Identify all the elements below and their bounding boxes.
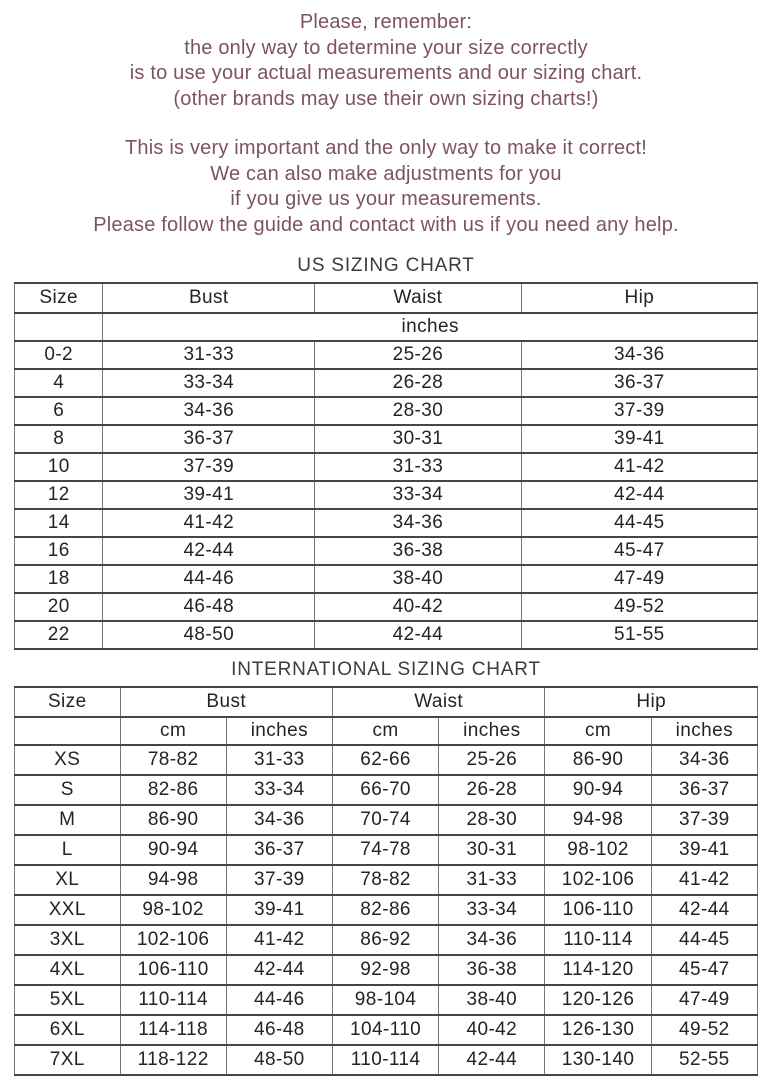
hip-inches-cell: 34-36 xyxy=(651,745,757,775)
size-cell: 22 xyxy=(15,621,103,649)
column-header-waist: Waist xyxy=(332,687,544,717)
intl-size-row xyxy=(15,1015,758,1045)
hip-inches-cell: 36-37 xyxy=(651,775,757,805)
size-cell: 16 xyxy=(15,537,103,565)
bust-cell: 44-46 xyxy=(103,565,315,593)
size-cell: 6XL xyxy=(15,1015,121,1045)
bust-cell: 48-50 xyxy=(103,621,315,649)
bust-cm-cell: 94-98 xyxy=(120,865,226,895)
intro-line: the only way to determine your size correctly xyxy=(184,36,588,59)
unit-label-cm: cm xyxy=(120,717,226,745)
hip-cell: 45-47 xyxy=(521,537,757,565)
hip-cm-cell: 102-106 xyxy=(545,865,651,895)
intl-size-row xyxy=(15,805,758,835)
size-cell: 7XL xyxy=(15,1045,121,1075)
intl-sizing-table xyxy=(14,686,758,1076)
intl-size-row xyxy=(15,865,758,895)
waist-cell: 30-31 xyxy=(315,425,522,453)
column-header-size: Size xyxy=(15,283,103,313)
us-size-row xyxy=(15,509,758,537)
intl-size-row xyxy=(15,895,758,925)
hip-cm-cell: 120-126 xyxy=(545,985,651,1015)
size-cell: 3XL xyxy=(15,925,121,955)
bust-cm-cell: 102-106 xyxy=(120,925,226,955)
waist-inches-cell: 28-30 xyxy=(439,805,545,835)
waist-cell: 34-36 xyxy=(315,509,522,537)
us-chart-title: US SIZING CHART xyxy=(297,255,475,276)
us-size-row xyxy=(15,621,758,649)
bust-cell: 34-36 xyxy=(103,397,315,425)
bust-inches-cell: 33-34 xyxy=(226,775,332,805)
waist-inches-cell: 38-40 xyxy=(439,985,545,1015)
hip-cm-cell: 130-140 xyxy=(545,1045,651,1075)
hip-cell: 37-39 xyxy=(521,397,757,425)
intl-chart-title: INTERNATIONAL SIZING CHART xyxy=(231,659,541,680)
intl-size-row xyxy=(15,955,758,985)
waist-cm-cell: 78-82 xyxy=(332,865,438,895)
hip-cm-cell: 106-110 xyxy=(545,895,651,925)
bust-cell: 33-34 xyxy=(103,369,315,397)
hip-cell: 47-49 xyxy=(521,565,757,593)
unit-label-inches: inches xyxy=(439,717,545,745)
size-cell: 12 xyxy=(15,481,103,509)
bust-inches-cell: 41-42 xyxy=(226,925,332,955)
us-size-row xyxy=(15,397,758,425)
waist-cm-cell: 92-98 xyxy=(332,955,438,985)
waist-cm-cell: 70-74 xyxy=(332,805,438,835)
waist-cell: 26-28 xyxy=(315,369,522,397)
waist-cm-cell: 62-66 xyxy=(332,745,438,775)
size-cell: 0-2 xyxy=(15,341,103,369)
column-header-bust: Bust xyxy=(120,687,332,717)
waist-cell: 25-26 xyxy=(315,341,522,369)
bust-inches-cell: 44-46 xyxy=(226,985,332,1015)
intro-line: if you give us your measurements. xyxy=(230,188,542,210)
bust-inches-cell: 36-37 xyxy=(226,835,332,865)
size-cell: 8 xyxy=(15,425,103,453)
intl-size-row xyxy=(15,835,758,865)
hip-cell: 42-44 xyxy=(521,481,757,509)
hip-cm-cell: 114-120 xyxy=(545,955,651,985)
us-sizing-table xyxy=(14,282,758,650)
waist-inches-cell: 40-42 xyxy=(439,1015,545,1045)
waist-cell: 42-44 xyxy=(315,621,522,649)
bust-inches-cell: 34-36 xyxy=(226,805,332,835)
size-cell: 10 xyxy=(15,453,103,481)
size-cell: L xyxy=(15,835,121,865)
bust-inches-cell: 42-44 xyxy=(226,955,332,985)
bust-inches-cell: 39-41 xyxy=(226,895,332,925)
waist-inches-cell: 31-33 xyxy=(439,865,545,895)
hip-cell: 51-55 xyxy=(521,621,757,649)
unit-label-inches: inches xyxy=(226,717,332,745)
waist-inches-cell: 25-26 xyxy=(439,745,545,775)
paragraph-spacer xyxy=(14,112,758,136)
intro-line: is to use your actual measurements and our sizing chart. xyxy=(129,62,643,84)
bust-cell: 41-42 xyxy=(103,509,315,537)
bust-cell: 46-48 xyxy=(103,593,315,621)
bust-inches-cell: 37-39 xyxy=(226,865,332,895)
intl-size-row xyxy=(15,1045,758,1075)
waist-cell: 36-38 xyxy=(315,537,522,565)
us-size-row xyxy=(15,453,758,481)
us-unit-row xyxy=(15,313,758,341)
empty-cell xyxy=(15,313,103,341)
intl-unit-row xyxy=(15,717,758,745)
intl-size-row xyxy=(15,775,758,805)
us-size-row xyxy=(15,369,758,397)
us-size-row xyxy=(15,537,758,565)
hip-inches-cell: 37-39 xyxy=(651,805,757,835)
hip-inches-cell: 41-42 xyxy=(651,865,757,895)
hip-cell: 34-36 xyxy=(521,341,757,369)
bust-cm-cell: 78-82 xyxy=(120,745,226,775)
bust-cell: 31-33 xyxy=(103,341,315,369)
waist-cm-cell: 74-78 xyxy=(332,835,438,865)
size-cell: XS xyxy=(15,745,121,775)
waist-cm-cell: 110-114 xyxy=(332,1045,438,1075)
size-cell: XL xyxy=(15,865,121,895)
hip-inches-cell: 44-45 xyxy=(651,925,757,955)
hip-inches-cell: 45-47 xyxy=(651,955,757,985)
waist-cm-cell: 86-92 xyxy=(332,925,438,955)
hip-cm-cell: 86-90 xyxy=(545,745,651,775)
column-header-hip: Hip xyxy=(545,687,758,717)
waist-cm-cell: 82-86 xyxy=(332,895,438,925)
bust-cm-cell: 98-102 xyxy=(120,895,226,925)
hip-inches-cell: 42-44 xyxy=(651,895,757,925)
us-header-row xyxy=(15,283,758,313)
bust-inches-cell: 31-33 xyxy=(226,745,332,775)
size-cell: 20 xyxy=(15,593,103,621)
intro-line: We can also make adjustments for you xyxy=(210,162,562,185)
intl-size-row xyxy=(15,985,758,1015)
size-cell: 6 xyxy=(15,397,103,425)
bust-cm-cell: 118-122 xyxy=(120,1045,226,1075)
us-size-row xyxy=(15,593,758,621)
waist-inches-cell: 34-36 xyxy=(439,925,545,955)
intro-line: This is very important and the only way to make it correct! xyxy=(125,137,647,159)
bust-inches-cell: 48-50 xyxy=(226,1045,332,1075)
size-cell: 4XL xyxy=(15,955,121,985)
hip-cm-cell: 126-130 xyxy=(545,1015,651,1045)
us-size-row xyxy=(15,565,758,593)
size-cell: 5XL xyxy=(15,985,121,1015)
bust-cm-cell: 90-94 xyxy=(120,835,226,865)
waist-inches-cell: 42-44 xyxy=(439,1045,545,1075)
bust-cm-cell: 86-90 xyxy=(120,805,226,835)
column-header-waist: Waist xyxy=(315,283,522,313)
bust-cell: 37-39 xyxy=(103,453,315,481)
waist-inches-cell: 26-28 xyxy=(439,775,545,805)
waist-cm-cell: 104-110 xyxy=(332,1015,438,1045)
hip-cm-cell: 98-102 xyxy=(545,835,651,865)
us-size-row xyxy=(15,341,758,369)
size-cell: M xyxy=(15,805,121,835)
waist-cm-cell: 98-104 xyxy=(332,985,438,1015)
bust-cm-cell: 82-86 xyxy=(120,775,226,805)
intl-size-row xyxy=(15,925,758,955)
waist-cm-cell: 66-70 xyxy=(332,775,438,805)
hip-cell: 44-45 xyxy=(521,509,757,537)
us-size-row xyxy=(15,425,758,453)
hip-cm-cell: 110-114 xyxy=(545,925,651,955)
unit-label-cm: cm xyxy=(545,717,651,745)
hip-cell: 36-37 xyxy=(521,369,757,397)
bust-inches-cell: 46-48 xyxy=(226,1015,332,1045)
size-cell: 14 xyxy=(15,509,103,537)
hip-cell: 49-52 xyxy=(521,593,757,621)
bust-cell: 36-37 xyxy=(103,425,315,453)
intro-line: Please follow the guide and contact with us if you need any help. xyxy=(93,213,679,236)
waist-inches-cell: 33-34 xyxy=(439,895,545,925)
waist-cell: 33-34 xyxy=(315,481,522,509)
bust-cell: 42-44 xyxy=(103,537,315,565)
size-cell: 18 xyxy=(15,565,103,593)
column-header-bust: Bust xyxy=(103,283,315,313)
waist-cell: 31-33 xyxy=(315,453,522,481)
size-cell: 4 xyxy=(15,369,103,397)
intro-line: Please, remember: xyxy=(299,11,473,33)
intro-note-primary xyxy=(14,10,758,112)
size-cell: XXL xyxy=(15,895,121,925)
hip-inches-cell: 39-41 xyxy=(651,835,757,865)
unit-label-inches: inches xyxy=(651,717,757,745)
waist-inches-cell: 36-38 xyxy=(439,955,545,985)
size-cell: S xyxy=(15,775,121,805)
intro-line: (other brands may use their own sizing charts!) xyxy=(173,87,599,110)
hip-cm-cell: 90-94 xyxy=(545,775,651,805)
intl-header-row xyxy=(15,687,758,717)
unit-label-cm: cm xyxy=(332,717,438,745)
hip-cm-cell: 94-98 xyxy=(545,805,651,835)
waist-cell: 40-42 xyxy=(315,593,522,621)
intl-size-row xyxy=(15,745,758,775)
waist-inches-cell: 30-31 xyxy=(439,835,545,865)
bust-cell: 39-41 xyxy=(103,481,315,509)
bust-cm-cell: 106-110 xyxy=(120,955,226,985)
hip-inches-cell: 47-49 xyxy=(651,985,757,1015)
column-header-hip: Hip xyxy=(521,283,757,313)
empty-cell xyxy=(15,717,121,745)
hip-inches-cell: 49-52 xyxy=(651,1015,757,1045)
column-header-size: Size xyxy=(15,687,121,717)
waist-cell: 38-40 xyxy=(315,565,522,593)
hip-inches-cell: 52-55 xyxy=(651,1045,757,1075)
bust-cm-cell: 110-114 xyxy=(120,985,226,1015)
intro-note-secondary xyxy=(14,136,758,238)
hip-cell: 39-41 xyxy=(521,425,757,453)
hip-cell: 41-42 xyxy=(521,453,757,481)
unit-label-inches: inches xyxy=(103,313,758,341)
bust-cm-cell: 114-118 xyxy=(120,1015,226,1045)
us-size-row xyxy=(15,481,758,509)
waist-cell: 28-30 xyxy=(315,397,522,425)
